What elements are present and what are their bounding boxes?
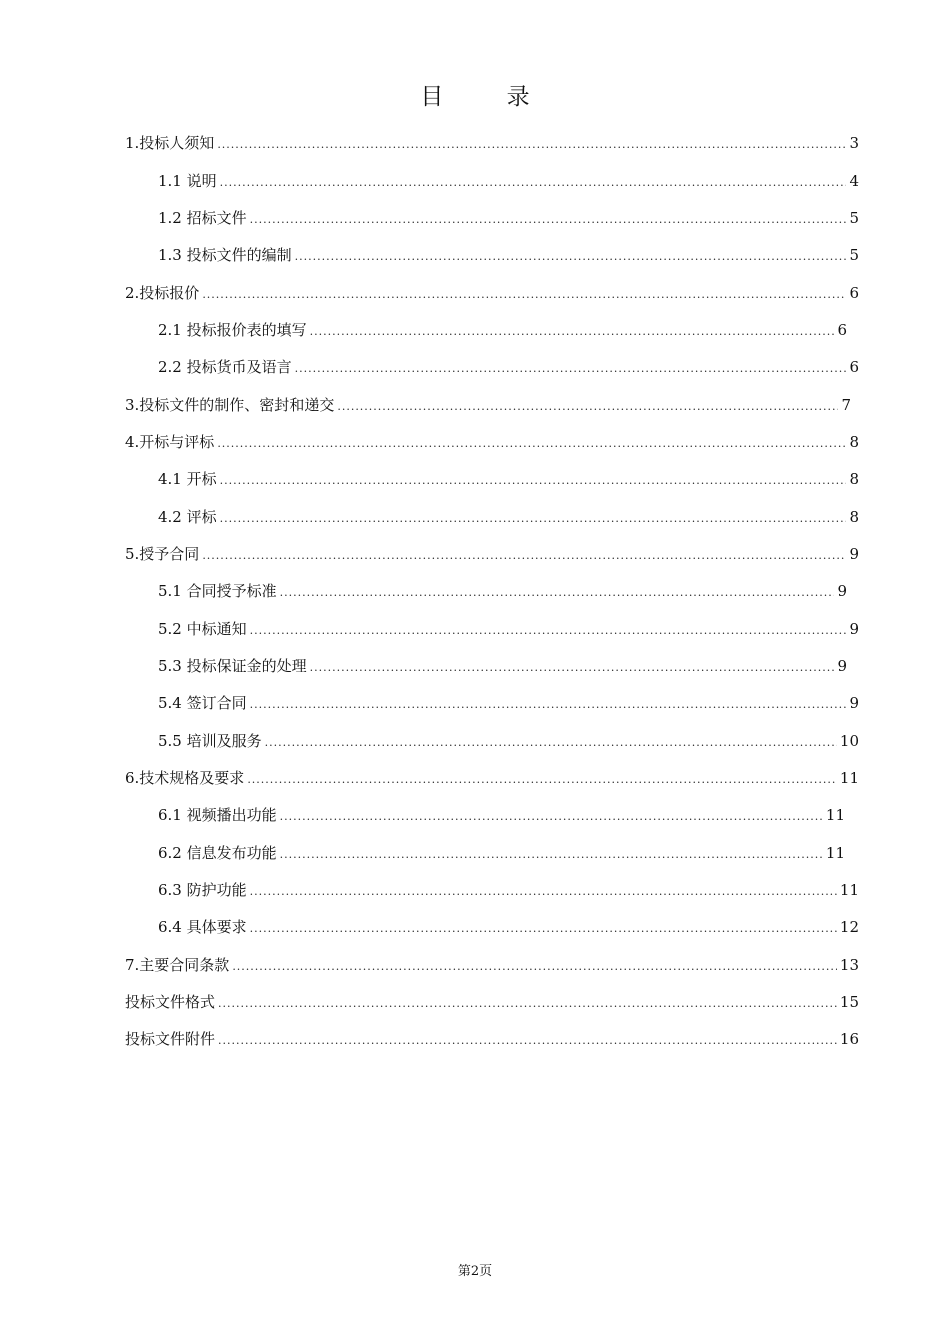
toc-page: 16: [839, 1030, 859, 1048]
toc-entry[interactable]: [125, 394, 851, 416]
toc-page: 11: [825, 844, 845, 862]
toc-page: 7: [841, 396, 851, 414]
toc-label: 投标文件格式: [125, 993, 216, 1011]
toc-label: 6.技术规格及要求: [125, 769, 245, 787]
toc-leader: [218, 1030, 837, 1052]
toc-label: 6.4 具体要求: [158, 918, 247, 936]
toc-entry[interactable]: [158, 618, 859, 640]
toc-page: 9: [849, 694, 859, 712]
toc-leader: [310, 321, 835, 343]
toc-page: 11: [839, 881, 859, 899]
toc-leader: [217, 134, 846, 156]
toc-label: 7.主要合同条款: [125, 956, 230, 974]
toc-leader: [247, 769, 837, 791]
page-title: 目 录: [420, 84, 558, 110]
toc-page: 9: [837, 582, 847, 600]
toc-leader: [250, 620, 847, 642]
toc-leader: [280, 582, 835, 604]
toc-label: 6.1 视频播出功能: [158, 806, 277, 824]
toc-entry[interactable]: [158, 916, 859, 938]
toc-entry[interactable]: [125, 543, 859, 565]
toc-leader: [220, 470, 847, 492]
toc-entry[interactable]: [158, 580, 847, 602]
toc-page: 8: [849, 508, 859, 526]
toc-label: 1.2 招标文件: [158, 209, 247, 227]
toc-page: 8: [849, 433, 859, 451]
toc-entry[interactable]: [158, 207, 859, 229]
toc-page: 11: [825, 806, 845, 824]
toc-leader: [250, 694, 847, 716]
toc-page: 3: [849, 134, 859, 152]
toc-page: 6: [849, 284, 859, 302]
toc-page: 12: [839, 918, 859, 936]
toc-label: 5.4 签订合同: [158, 694, 247, 712]
toc-leader: [250, 918, 837, 940]
toc-label: 4.2 评标: [158, 508, 217, 526]
toc-label: 6.3 防护功能: [158, 881, 247, 899]
toc-entry[interactable]: [125, 767, 859, 789]
toc-label: 5.3 投标保证金的处理: [158, 657, 307, 675]
toc-page: 10: [839, 732, 859, 750]
toc-entry[interactable]: [125, 431, 859, 453]
toc-label: 5.2 中标通知: [158, 620, 247, 638]
toc-entry[interactable]: [158, 506, 859, 528]
toc-entry[interactable]: [125, 991, 859, 1013]
toc-entry[interactable]: [125, 132, 859, 154]
toc-label: 4.1 开标: [158, 470, 217, 488]
toc-page: 15: [839, 993, 859, 1011]
toc-leader: [250, 881, 837, 903]
toc-entry[interactable]: [158, 319, 847, 341]
toc-leader: [280, 806, 823, 828]
toc-page: 9: [837, 657, 847, 675]
toc-entry[interactable]: [158, 655, 847, 677]
toc-leader: [218, 993, 837, 1015]
toc-label: 6.2 信息发布功能: [158, 844, 277, 862]
toc-leader: [217, 433, 846, 455]
toc-entry[interactable]: [158, 730, 859, 752]
toc-entry[interactable]: [158, 356, 859, 378]
toc-entry[interactable]: [125, 1028, 859, 1050]
toc-leader: [250, 209, 847, 231]
toc-entry[interactable]: [125, 954, 859, 976]
toc-label: 5.5 培训及服务: [158, 732, 262, 750]
toc-page: 11: [839, 769, 859, 787]
toc-label: 1.3 投标文件的编制: [158, 246, 292, 264]
toc-page: 4: [849, 172, 859, 190]
toc-label: 1.1 说明: [158, 172, 217, 190]
toc-leader: [220, 508, 847, 530]
toc-leader: [337, 396, 838, 418]
toc-label: 投标文件附件: [125, 1030, 216, 1048]
toc-page: 9: [849, 545, 859, 563]
toc-leader: [310, 657, 835, 679]
toc-entry[interactable]: [158, 879, 859, 901]
toc-page: 13: [839, 956, 859, 974]
toc-label: 2.1 投标报价表的填写: [158, 321, 307, 339]
toc-leader: [295, 358, 847, 380]
toc-label: 2.投标报价: [125, 284, 200, 302]
toc-entry[interactable]: [158, 244, 859, 266]
toc-entry[interactable]: [158, 170, 859, 192]
toc-leader: [202, 545, 846, 567]
toc-label: 1.投标人须知: [125, 134, 215, 152]
page-number-footer: 第2页: [457, 1264, 493, 1279]
toc-entry[interactable]: [125, 282, 859, 304]
toc-label: 2.2 投标货币及语言: [158, 358, 292, 376]
toc-label: 5.1 合同授予标准: [158, 582, 277, 600]
toc-leader: [295, 246, 847, 268]
toc-leader: [265, 732, 837, 754]
toc-label: 3.投标文件的制作、密封和递交: [125, 396, 335, 414]
toc-page: 6: [837, 321, 847, 339]
toc-entry[interactable]: [158, 842, 845, 864]
toc-page: 5: [849, 246, 859, 264]
toc-leader: [232, 956, 837, 978]
toc-leader: [220, 172, 847, 194]
toc-page: 5: [849, 209, 859, 227]
toc-page: 9: [849, 620, 859, 638]
toc-page: 6: [849, 358, 859, 376]
toc-page: 8: [849, 470, 859, 488]
toc-label: 4.开标与评标: [125, 433, 215, 451]
toc-entry[interactable]: [158, 804, 845, 826]
toc-entry[interactable]: [158, 468, 859, 490]
toc-entry[interactable]: [158, 692, 859, 714]
toc-leader: [280, 844, 823, 866]
toc-label: 5.授予合同: [125, 545, 200, 563]
toc-leader: [202, 284, 846, 306]
